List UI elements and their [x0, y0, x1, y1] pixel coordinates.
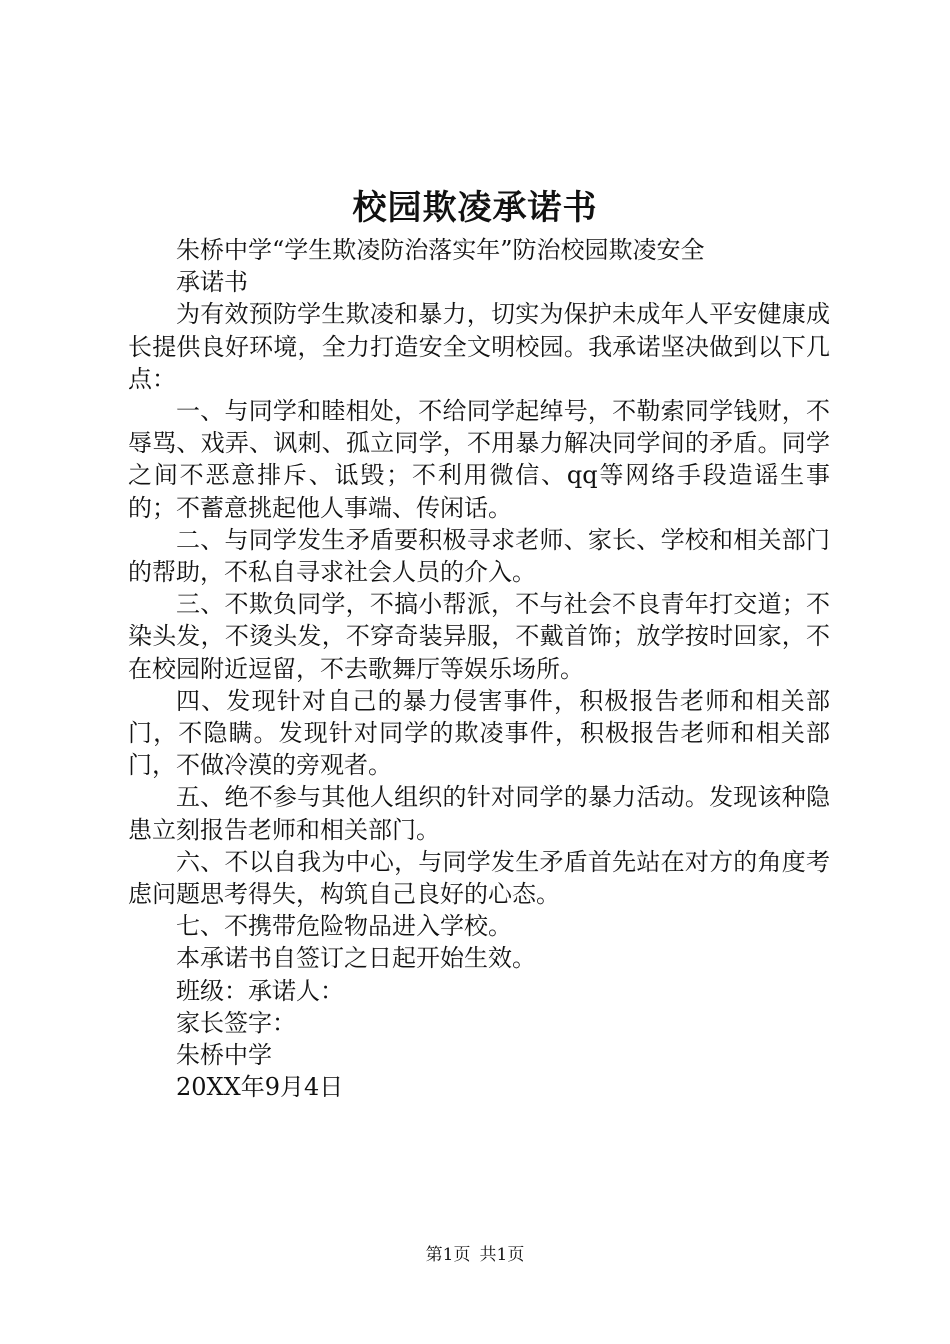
- page-footer: [0, 1243, 950, 1267]
- subtitle-line-1: 朱桥中学“学生欺凌防治落实年”防治校园欺凌安全: [176, 236, 705, 264]
- effective-statement: 本承诺书自签订之日起开始生效。: [176, 944, 536, 973]
- intro-paragraph: 为有效预防学生欺凌和暴力，切实为保护未成年人平安健康成长提供良好环境，全力打造安全文明校园。我承诺坚决做到以下几点：: [128, 300, 830, 393]
- document-title: 校园欺凌承诺书: [352, 188, 598, 228]
- commitment-item-7: 七、不携带危险物品进入学校。: [176, 912, 512, 941]
- class-signature-line: 班级：承诺人：: [176, 976, 344, 1005]
- document-body: [128, 234, 830, 1103]
- commitment-item-1: 一、与同学和睦相处，不给同学起绰号，不勒索同学钱财，不辱骂、戏弄、讽刺、孤立同学，不用暴力解决同学间的矛盾。同学之间不恶意排斥、诋毁；不利用微信、qq等网络手段造谣生事的；不蓄意挑起他人事端、传闲话。: [128, 397, 830, 522]
- commitment-item-6: 六、不以自我为中心，与同学发生矛盾首先站在对方的角度考虑问题思考得失，构筑自己良好的心态。: [128, 847, 830, 909]
- commitment-item-3: 三、不欺负同学，不搞小帮派，不与社会不良青年打交道；不染头发，不烫头发，不穿奇装异服，不戴首饰；放学按时回家，不在校园附近逗留，不去歌舞厅等娱乐场所。: [128, 590, 830, 683]
- page-total: 共1页: [479, 1245, 525, 1265]
- document-date: 20XX年9月4日: [176, 1073, 344, 1102]
- school-name: 朱桥中学: [176, 1041, 272, 1070]
- commitment-item-5: 五、绝不参与其他人组织的针对同学的暴力活动。发现该种隐患立刻报告老师和相关部门。: [128, 783, 830, 844]
- subtitle-line-2: 承诺书: [176, 268, 248, 297]
- commitment-item-2: 二、与同学发生矛盾要积极寻求老师、家长、学校和相关部门的帮助，不私自寻求社会人员的介入。: [128, 525, 830, 587]
- page-number: 第1页: [425, 1245, 471, 1265]
- parent-signature-line: 家长签字：: [176, 1008, 296, 1037]
- commitment-item-4: 四、发现针对自己的暴力侵害事件，积极报告老师和相关部门，不隐瞒。发现针对同学的欺凌事件，积极报告老师和相关部门，不做冷漠的旁观者。: [128, 686, 830, 780]
